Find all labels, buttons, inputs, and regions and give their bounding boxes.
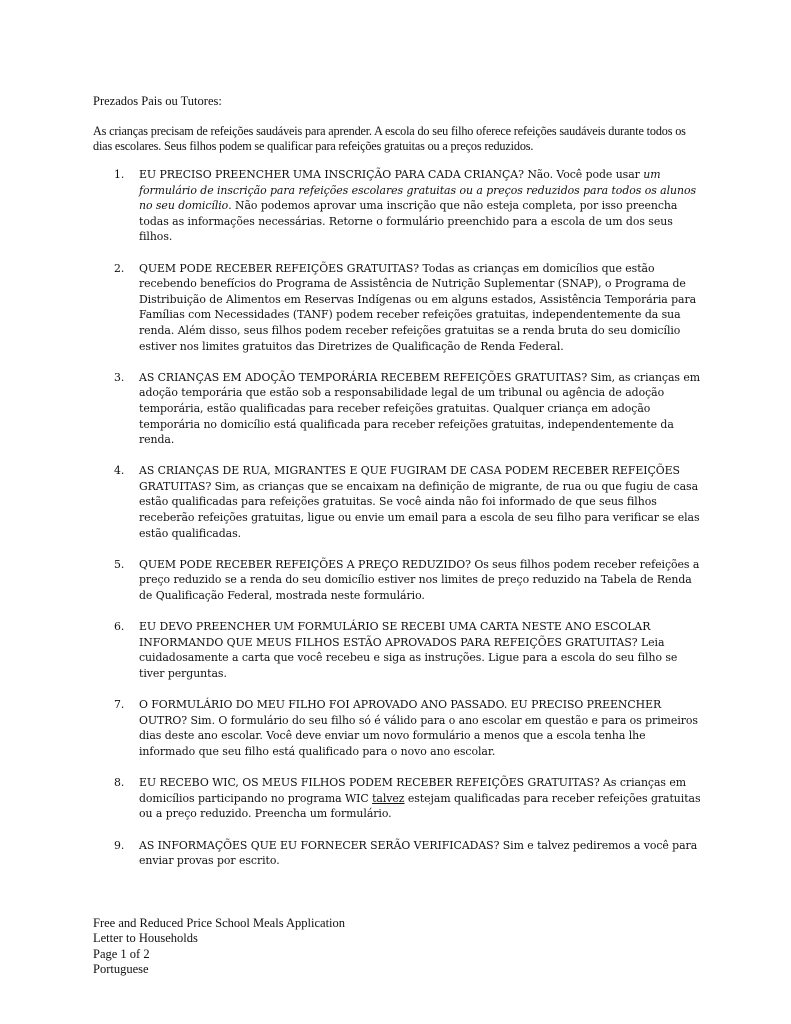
item-number: 1.	[114, 168, 125, 181]
footer-subtitle: Letter to Households	[93, 931, 198, 946]
item-text-continued: . Não podemos aprovar uma inscrição que não esteja completa, por isso preencha todas as informações necessárias. Retorne o formulário preenchido para a escola de um dos seus filhos.	[139, 199, 678, 244]
item-text: AS CRIANÇAS EM ADOÇÃO TEMPORÁRIA RECEBEM REFEIÇÕES GRATUITAS? Sim, as crianças em adoção temporária que estão sob a responsabilidade legal de um tribunal ou agência de adoção temporária, estão qualificadas para receber refeições gratuitas. Qualquer criança em adoção temporária no domicílio está qualificada para receber refeições gratuitas, independentemente da renda.	[139, 370, 701, 447]
item-text-continued: estejam qualificadas para receber refeições gratuitas ou a preço reduzido. Preencha um formulário.	[139, 791, 701, 821]
item-number: 6.	[114, 620, 125, 634]
faq-item-7	[114, 697, 701, 759]
footer-page-number: Page 1 of 2	[93, 946, 150, 961]
faq-item-2	[114, 261, 701, 355]
faq-item-3	[114, 370, 701, 448]
footer-title: Free and Reduced Price School Meals Application	[93, 916, 346, 930]
faq-item-8	[114, 775, 701, 822]
faq-item-1	[114, 167, 701, 245]
greeting: Prezados Pais ou Tutores:	[93, 94, 222, 108]
item-underlined-text: talvez	[372, 791, 405, 805]
item-text: AS INFORMAÇÕES QUE EU FORNECER SERÃO VERIFICADAS? Sim e talvez pediremos a você para enviar provas por escrito.	[139, 838, 698, 868]
item-number: 9.	[114, 838, 125, 852]
faq-list	[114, 167, 701, 884]
item-number: 2.	[114, 261, 125, 275]
item-text: EU DEVO PREENCHER UM FORMULÁRIO SE RECEBI UMA CARTA NESTE ANO ESCOLAR INFORMANDO QUE MEUS FILHOS ESTÃO APROVADOS PARA REFEIÇÕES GRATUITAS? Leia cuidadosamente a carta que você recebeu e siga as instruções. Ligue para a escola do seu filho se tiver perguntas.	[139, 620, 678, 680]
item-number: 7.	[114, 698, 125, 712]
faq-item-5	[114, 557, 701, 604]
item-italic-text: um formulário de inscrição para refeições escolares gratuitas ou a preços reduzidos para todos os alunos no seu domicílio	[139, 168, 696, 213]
item-text: QUEM PODE RECEBER REFEIÇÕES A PREÇO REDUZIDO? Os seus filhos podem receber refeições a preço reduzido se a renda do seu domicílio estiver nos limites de preço reduzido na Tabela de Renda de Qualificação Federal, mostrada neste formulário.	[139, 557, 700, 603]
item-text: EU PRECISO PREENCHER UMA INSCRIÇÃO PARA CADA CRIANÇA? Não. Você pode usar	[139, 168, 644, 181]
item-number: 3.	[114, 370, 125, 384]
faq-item-6	[114, 619, 701, 681]
item-text: EU RECEBO WIC, OS MEUS FILHOS PODEM RECEBER REFEIÇÕES GRATUITAS? As crianças em domicílios participando no programa WIC	[139, 776, 687, 805]
faq-item-4	[114, 463, 701, 541]
item-number: 5.	[114, 557, 125, 571]
item-number: 4.	[114, 464, 125, 478]
intro-paragraph: As crianças precisam de refeições saudáveis para aprender. A escola do seu filho oferece refeições saudáveis durante todos os dias escolares. Seus filhos podem se qualificar para refeições gratuitas ou a preços reduzidos.	[93, 124, 686, 153]
item-text: O FORMULÁRIO DO MEU FILHO FOI APROVADO ANO PASSADO. EU PRECISO PREENCHER OUTRO? Sim. O formulário do seu filho só é válido para o ano escolar em questão e para os primeiros dias deste ano escolar. Você deve enviar um novo formulário a menos que a escola tenha lhe informado que seu filho está qualificado para o novo ano escolar.	[139, 698, 698, 758]
page-footer	[93, 916, 345, 977]
footer-language: Portuguese	[93, 961, 149, 976]
item-text: QUEM PODE RECEBER REFEIÇÕES GRATUITAS? Todas as crianças em domicílios que estão recebendo benefícios do Programa de Assistência de Nutrição Suplementar (SNAP), o Programa de Distribuição de Alimentos em Reservas Indígenas ou em alguns estados, Assistência Temporária para Famílias com Necessidades (TANF) podem receber refeições gratuitas, independentemente da sua renda. Além disso, seus filhos podem receber refeições gratuitas se a renda bruta do seu domicílio estiver nos limites gratuitos das Diretrizes de Qualificação de Renda Federal.	[139, 261, 697, 353]
item-number: 8.	[114, 776, 125, 790]
item-text: AS CRIANÇAS DE RUA, MIGRANTES E QUE FUGIRAM DE CASA PODEM RECEBER REFEIÇÕES GRATUITAS? Sim, as crianças que se encaixam na definição de migrante, de rua ou que fugiu de casa estão qualificadas para refeições gratuitas. Se você ainda não foi informado de que seus filhos receberão refeições gratuitas, ligue ou envie um email para a escola de seu filho para verificar se elas estão qualificadas.	[139, 464, 700, 540]
faq-item-9	[114, 838, 701, 869]
